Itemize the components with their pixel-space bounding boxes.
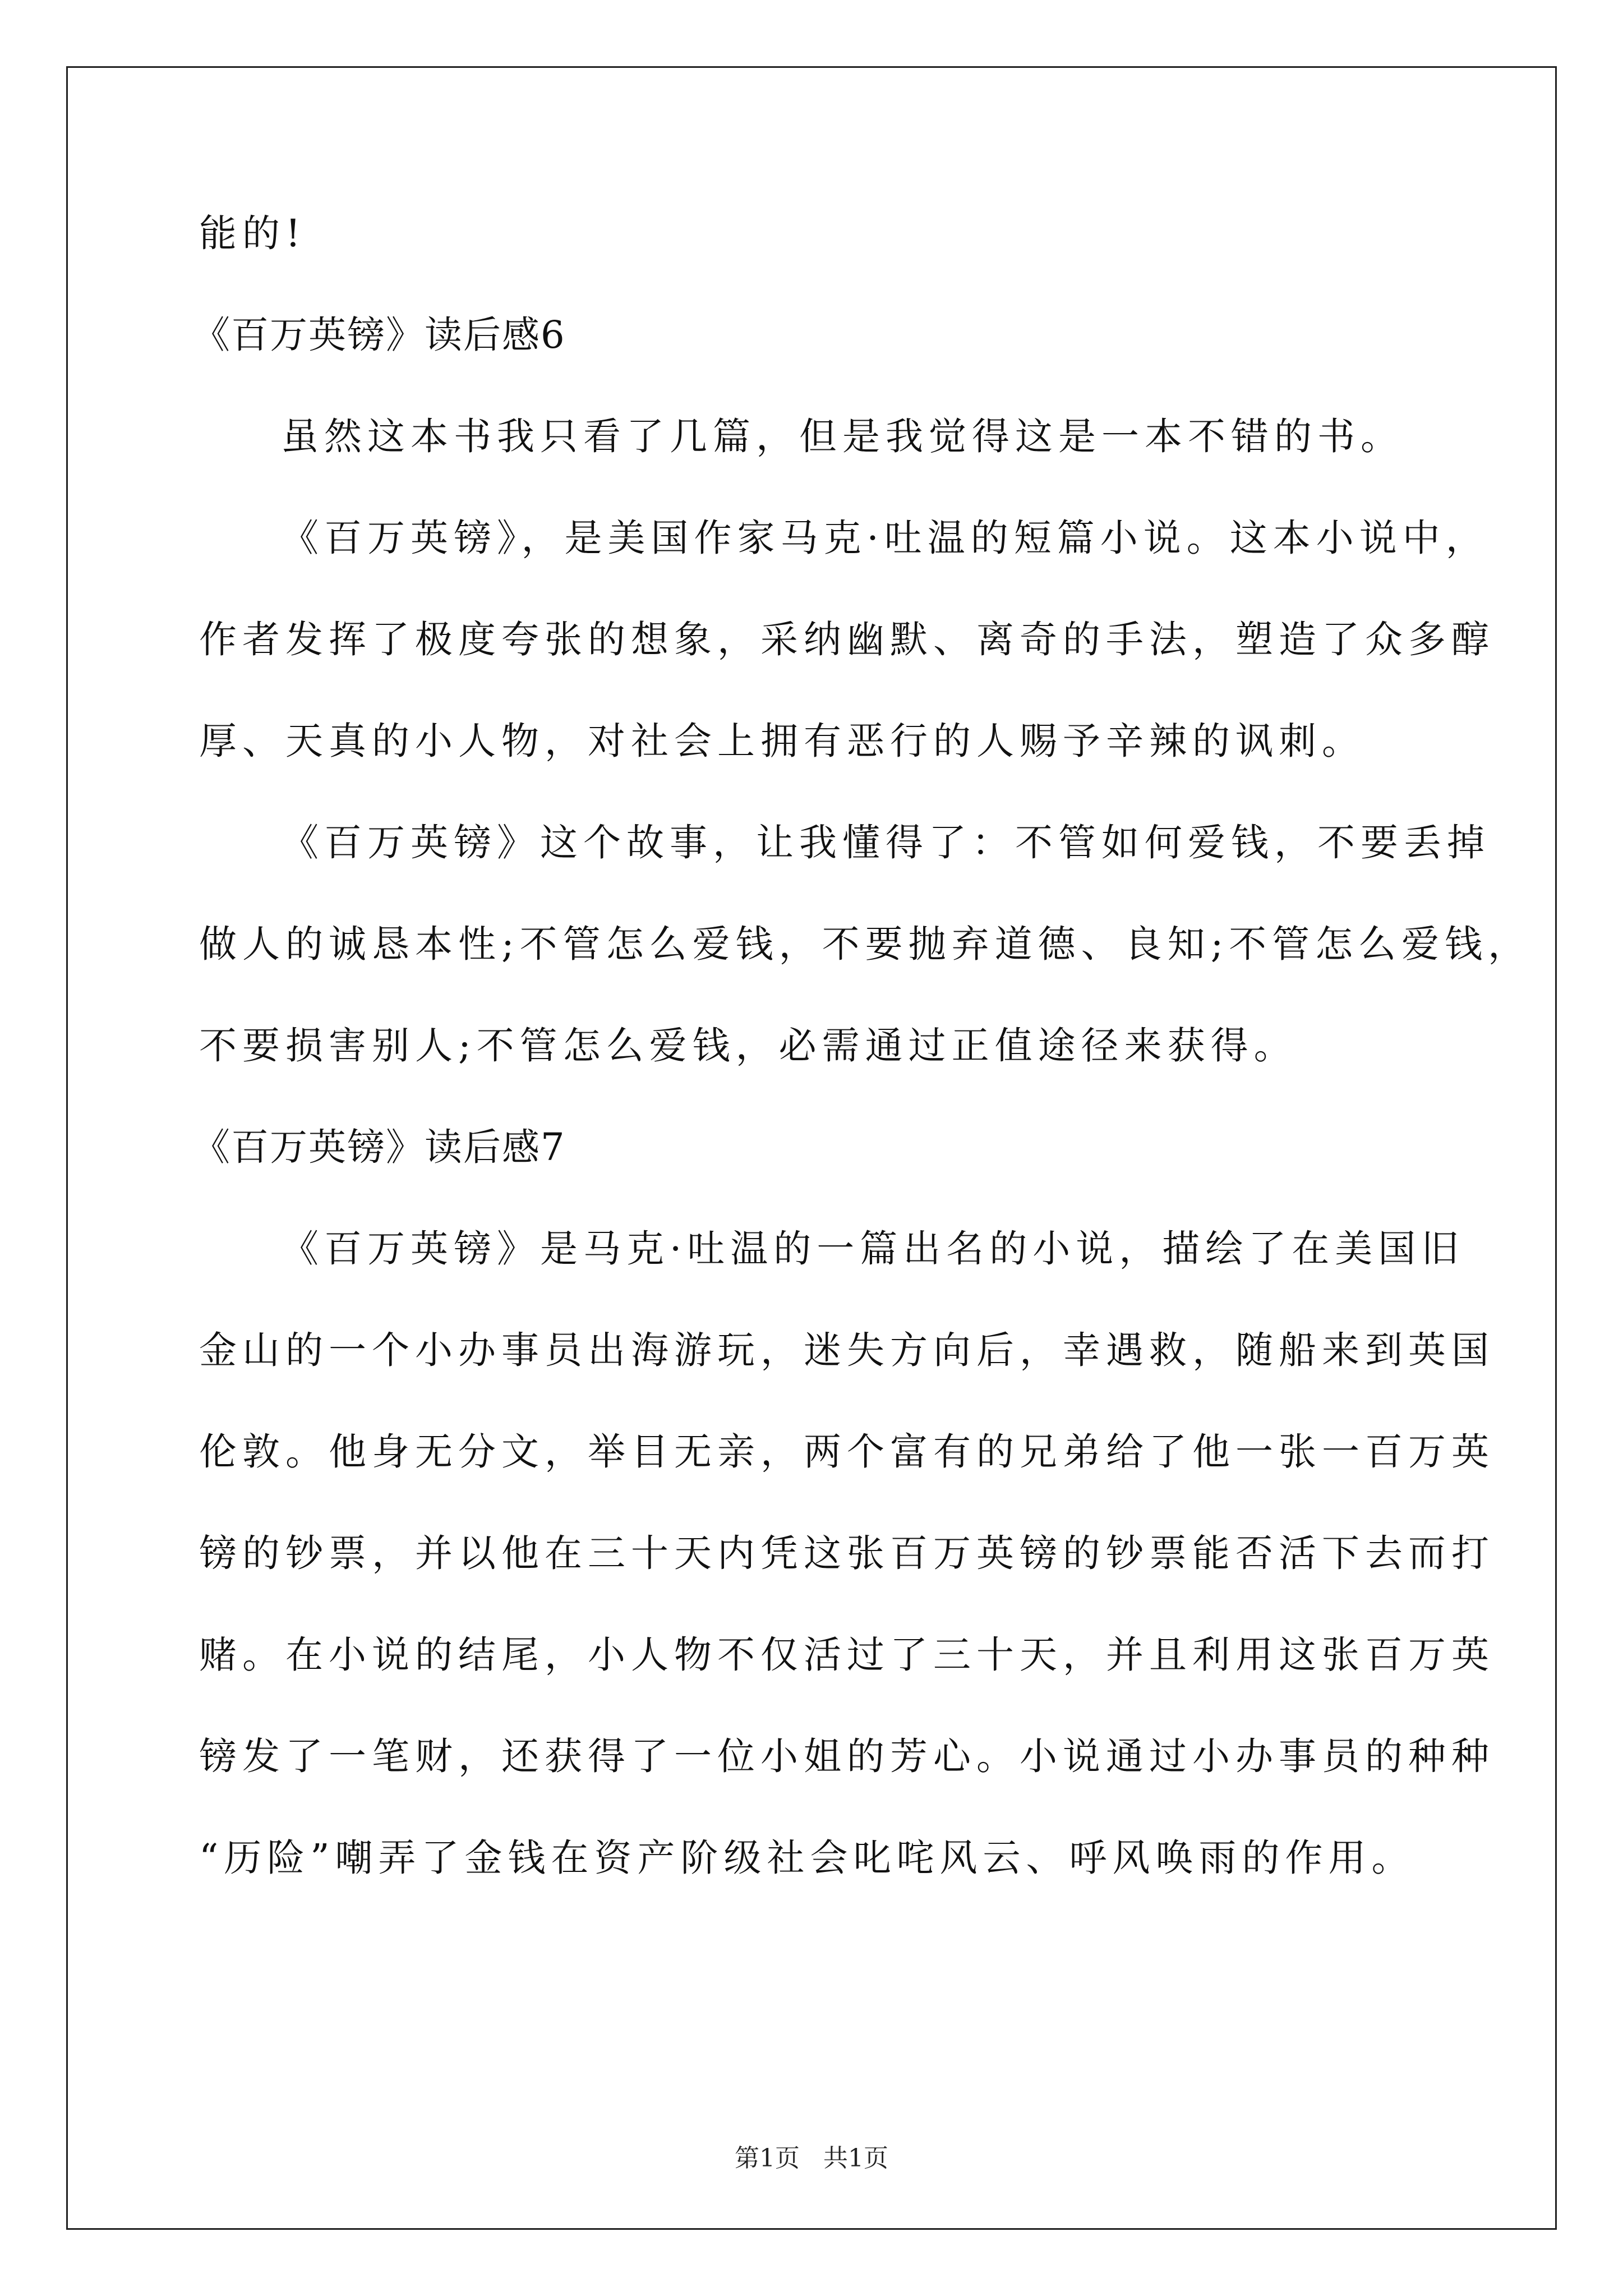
- paragraph-line: 镑的钞票，并以他在三十天内凭这张百万英镑的钞票能否活下去而打: [199, 1531, 1495, 1575]
- section-heading: 《百万英镑》读后感7: [192, 1125, 566, 1169]
- page-footer: [0, 2142, 1623, 2175]
- paragraph-line: 作者发挥了极度夸张的想象，采纳幽默、离奇的手法，塑造了众多醇: [199, 618, 1495, 661]
- page-number-total: 共1页: [823, 2144, 888, 2173]
- paragraph-line: “历险”嘲弄了金钱在资产阶级社会叱咤风云、呼风唤雨的作用。: [199, 1836, 1415, 1880]
- paragraph-line: 镑发了一笔财，还获得了一位小姐的芳心。小说通过小办事员的种种: [199, 1734, 1495, 1778]
- paragraph-line: 金山的一个小办事员出海游玩，迷失方向后，幸遇救，随船来到英国: [199, 1328, 1495, 1372]
- page-number-current: 第1页: [735, 2144, 800, 2173]
- document-body: [192, 208, 1532, 1934]
- paragraph-line: 赌。在小说的结尾，小人物不仅活过了三十天，并且利用这张百万英: [199, 1633, 1495, 1677]
- paragraph-line: 厚、天真的小人物，对社会上拥有恶行的人赐予辛辣的讽刺。: [199, 719, 1365, 763]
- paragraph-line: 不要损害别人;不管怎么爱钱，必需通过正值途径来获得。: [199, 1024, 1297, 1068]
- paragraph-line: 伦敦。他身无分文，举目无亲，两个富有的兄弟给了他一张一百万英: [199, 1430, 1495, 1474]
- paragraph-line: 《百万英镑》是马克·吐温的一篇出名的小说，描绘了在美国旧: [281, 1227, 1465, 1271]
- paragraph-line: 能的!: [199, 211, 306, 255]
- paragraph-line: 虽然这本书我只看了几篇，但是我觉得这是一本不错的书。: [281, 415, 1404, 458]
- paragraph-line: 《百万英镑》，是美国作家马克·吐温的短篇小说。这本小说中，: [281, 516, 1489, 560]
- section-heading: 《百万英镑》读后感6: [192, 313, 566, 357]
- paragraph-line: 做人的诚恳本性;不管怎么爱钱，不要抛弃道德、良知;不管怎么爱钱，: [199, 922, 1532, 966]
- paragraph-line: 《百万英镑》这个故事，让我懂得了：不管如何爱钱，不要丢掉: [281, 821, 1490, 864]
